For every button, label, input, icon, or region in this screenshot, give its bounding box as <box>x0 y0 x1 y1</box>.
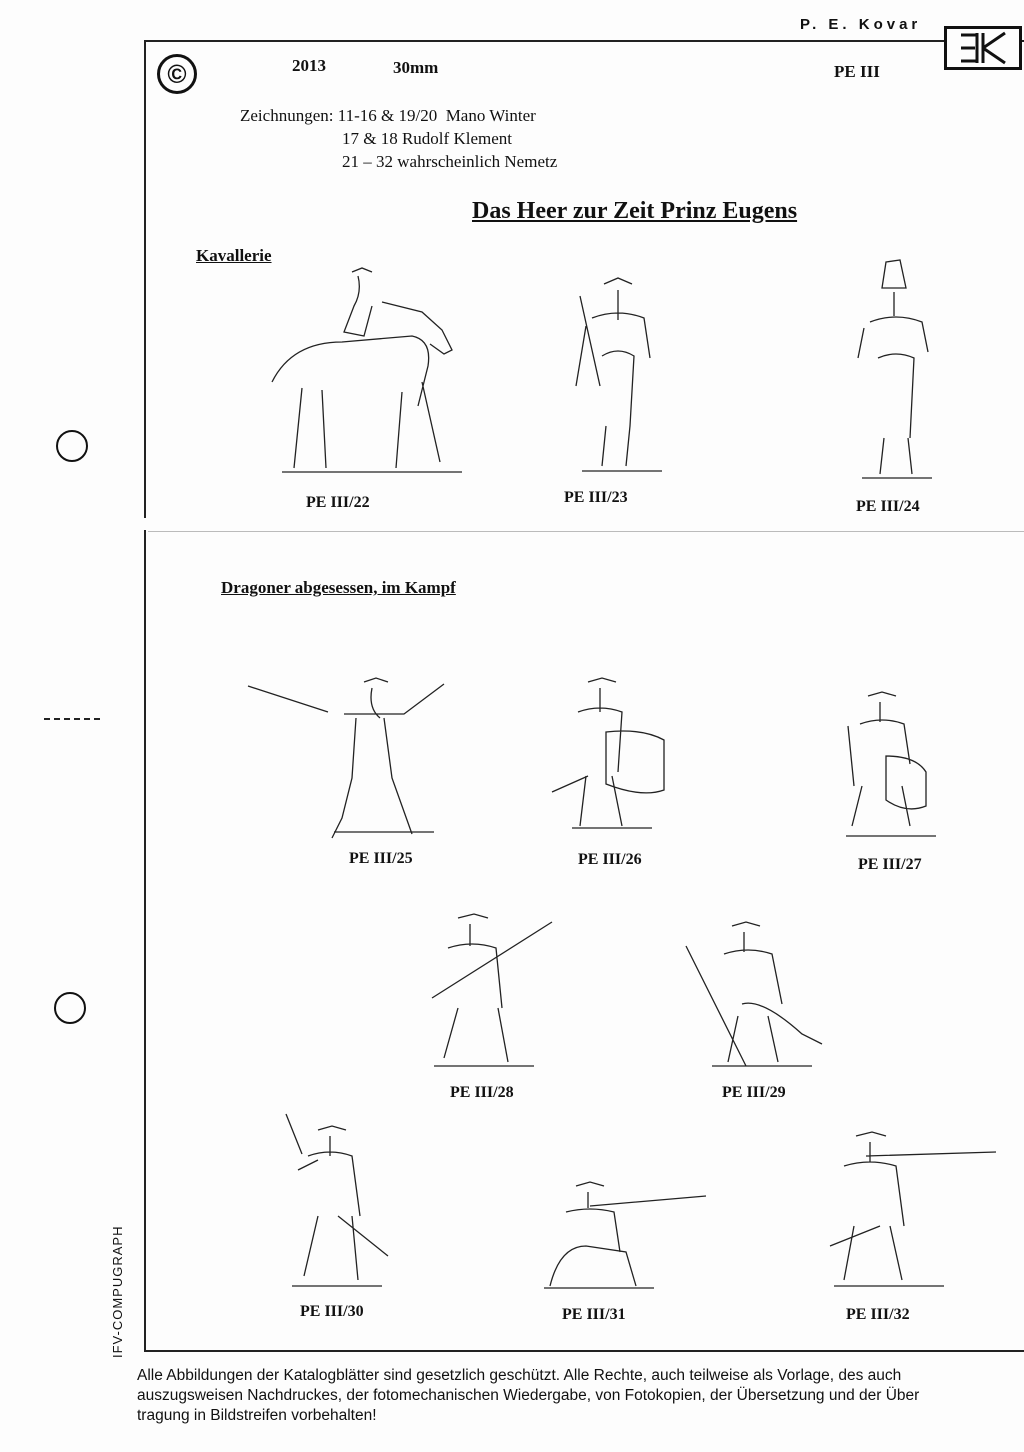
figure-label: PE III/30 <box>300 1303 364 1320</box>
series-code: PE III <box>834 62 880 81</box>
credit-line: 21 – 32 wahrscheinlich Nemetz <box>240 152 558 171</box>
figure-label: PE III/31 <box>562 1306 626 1323</box>
drawing-credits <box>240 104 557 173</box>
figure-label: PE III/29 <box>722 1084 786 1101</box>
figure-drawing-26 <box>548 672 678 832</box>
figure-drawing-23 <box>562 266 672 481</box>
figure-drawing-31 <box>540 1176 710 1294</box>
credit-line: 17 & 18 Rudolf Klement <box>240 129 512 148</box>
credit-line: Zeichnungen: 11-16 & 19/20 Mano Winter <box>240 106 536 125</box>
author-name: P. E. Kovar <box>800 16 922 33</box>
figure-drawing-24 <box>852 258 942 488</box>
figure-label: PE III/28 <box>450 1084 514 1101</box>
section-heading-cavalry: Kavallerie <box>196 246 272 265</box>
footer-line: auszugsweisen Nachdruckes, der fotomechanischen Wiedergabe, von Fotokopien, der Übersetzung und der Über <box>137 1387 920 1404</box>
figure-drawing-25 <box>244 672 454 840</box>
year: 2013 <box>292 56 326 75</box>
footer-line: Alle Abbildungen der Katalogblätter sind gesetzlich geschützt. Alle Rechte, auch teilweise als Vorlage, des auch <box>137 1367 902 1384</box>
section-heading-dragoons: Dragoner abgesessen, im Kampf <box>221 578 456 597</box>
figure-label: PE III/26 <box>578 851 642 868</box>
figure-drawing-27 <box>842 686 942 842</box>
frame-left-line-lower <box>144 530 146 1352</box>
section-separator <box>148 531 1024 532</box>
frame-bottom-line <box>144 1350 1024 1352</box>
punch-hole-top <box>56 430 88 462</box>
copyright-symbol: © <box>157 54 197 94</box>
figure-drawing-32 <box>820 1126 1000 1290</box>
figure-scale: 30mm <box>393 58 439 77</box>
copyright-notice <box>137 1366 1021 1426</box>
figure-drawing-22 <box>262 262 472 477</box>
footer-line: tragung in Bildstreifen vorbehalten! <box>137 1407 377 1424</box>
ek-logo <box>944 26 1022 70</box>
punch-hole-bottom <box>54 992 86 1024</box>
figure-label: PE III/25 <box>349 850 413 867</box>
frame-left-line <box>144 40 146 518</box>
figure-label: PE III/22 <box>306 494 370 511</box>
figure-drawing-30 <box>278 1110 398 1292</box>
figure-drawing-29 <box>682 916 832 1068</box>
page-title: Das Heer zur Zeit Prinz Eugens <box>472 198 798 224</box>
figure-label: PE III/23 <box>564 489 628 506</box>
side-imprint: IFV-COMPUGRAPH <box>110 1225 125 1358</box>
frame-top-line <box>146 40 1024 42</box>
figure-label: PE III/24 <box>856 498 920 515</box>
figure-drawing-28 <box>428 908 558 1072</box>
figure-label: PE III/32 <box>846 1306 910 1323</box>
fold-mark <box>44 718 100 720</box>
figure-label: PE III/27 <box>858 856 922 873</box>
